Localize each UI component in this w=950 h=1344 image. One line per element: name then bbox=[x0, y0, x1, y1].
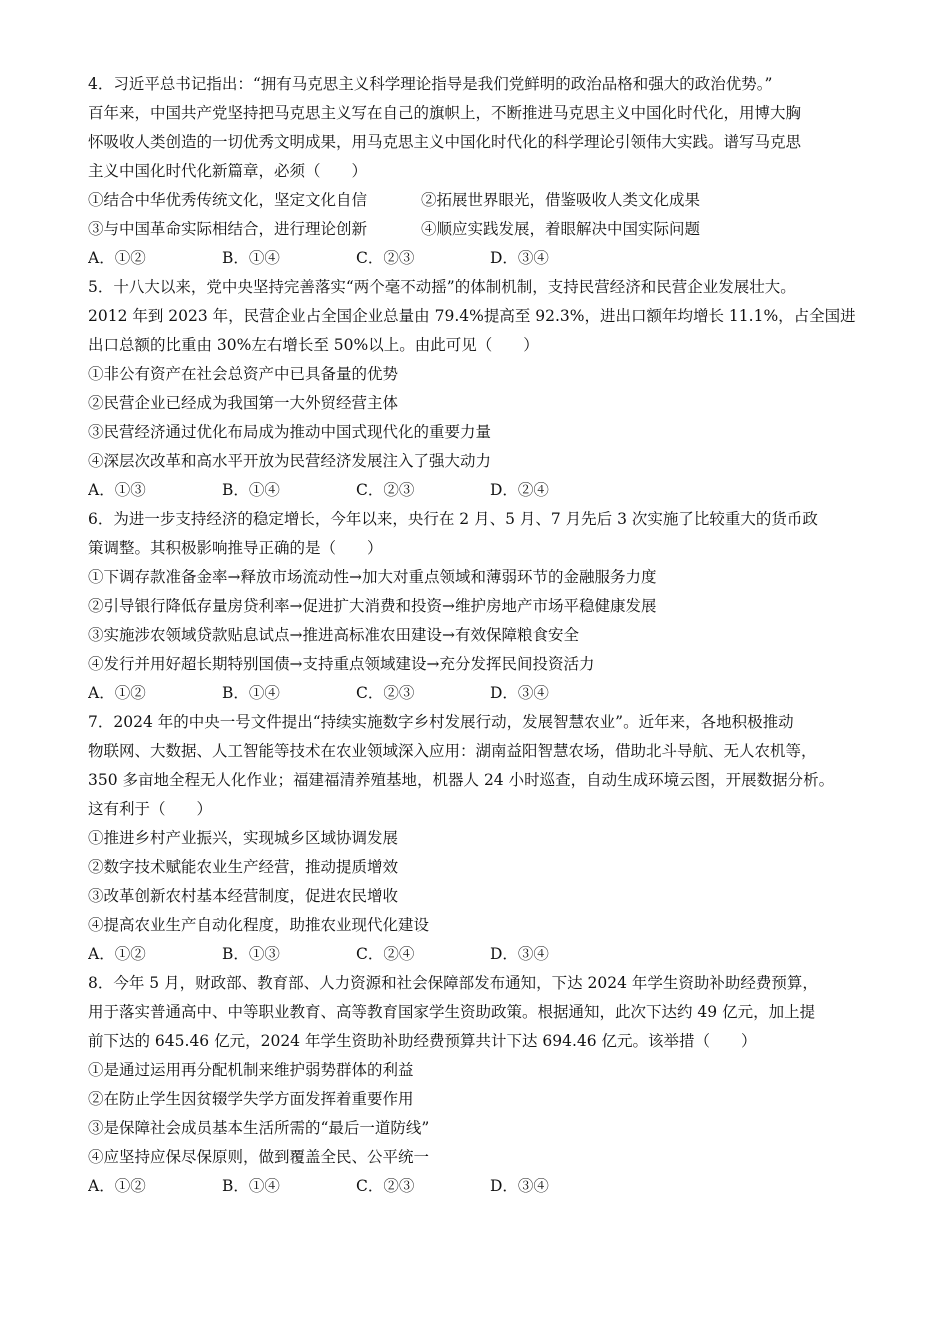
option-row bbox=[88, 1056, 888, 1085]
question-stem-line: 4．习近平总书记指出：“拥有马克思主义科学理论指导是我们党鲜明的政治品格和强大的政治优势。” bbox=[88, 75, 773, 93]
answer-choices bbox=[88, 940, 888, 969]
answer-choice[interactable]: A．①③ bbox=[88, 481, 146, 499]
answer-choices bbox=[88, 1172, 888, 1201]
option-row bbox=[88, 853, 888, 882]
answer-choice[interactable]: D．②④ bbox=[490, 481, 549, 499]
option-statement: ①是通过运用再分配机制来维护弱势群体的利益 bbox=[88, 1061, 414, 1079]
option-statement: ③改革创新农村基本经营制度，促进农民增收 bbox=[88, 887, 399, 905]
question-stem-line: 8．今年 5 月，财政部、教育部、人力资源和社会保障部发布通知，下达 2024 年学生资助补助经费预算， bbox=[88, 974, 818, 992]
answer-choice[interactable]: D．③④ bbox=[490, 249, 549, 267]
option-statement: ②数字技术赋能农业生产经营，推动提质增效 bbox=[88, 858, 399, 876]
option-statement: ④顺应实践发展，着眼解决中国实际问题 bbox=[421, 220, 701, 238]
answer-choices bbox=[88, 476, 888, 505]
option-statement: ④应坚持应保尽保原则，做到覆盖全民、公平统一 bbox=[88, 1148, 430, 1166]
answer-choice[interactable]: C．②③ bbox=[356, 1177, 415, 1195]
question-stem-line: 用于落实普通高中、中等职业教育、高等教育国家学生资助政策。根据通知，此次下达约 49 亿元，加上提 bbox=[88, 1003, 816, 1021]
question-stem-line: 物联网、大数据、人工智能等技术在农业领域深入应用：湖南益阳智慧农场，借助北斗导航、无人农机等， bbox=[88, 742, 817, 760]
question-stem-line: 5．十八大以来，党中央坚持完善落实“两个毫不动摇”的体制机制，支持民营经济和民营企业发展壮大。 bbox=[88, 278, 796, 296]
option-row bbox=[88, 911, 888, 940]
exam-page bbox=[88, 70, 888, 1201]
option-row bbox=[88, 824, 888, 853]
option-row bbox=[88, 1114, 888, 1143]
option-row bbox=[88, 1143, 888, 1172]
answer-choice[interactable]: B．①④ bbox=[222, 249, 280, 267]
question-stem-line: 7．2024 年的中央一号文件提出“持续实施数字乡村发展行动，发展智慧农业”。近年来，各地积极推动 bbox=[88, 713, 794, 731]
option-statement: ③是保障社会成员基本生活所需的“最后一道防线” bbox=[88, 1119, 430, 1137]
question-block bbox=[88, 505, 888, 708]
question-stem-line: 350 多亩地全程无人化作业；福建福清养殖基地，机器人 24 小时巡查，自动生成环境云图，开展数据分析。 bbox=[88, 771, 835, 789]
option-statement: ①下调存款准备金率→释放市场流动性→加大对重点领域和薄弱环节的金融服务力度 bbox=[88, 568, 657, 586]
option-statement: ③实施涉农领域贷款贴息试点→推进高标准农田建设→有效保障粮食安全 bbox=[88, 626, 579, 644]
answer-choice[interactable]: B．①④ bbox=[222, 481, 280, 499]
question-stem-line: 这有利于（ ） bbox=[88, 800, 213, 818]
question-block bbox=[88, 273, 888, 505]
question-stem-line: 出口总额的比重由 30%左右增长至 50%以上。由此可见（ ） bbox=[88, 336, 539, 354]
option-row bbox=[88, 1085, 888, 1114]
option-statement: ③与中国革命实际相结合，进行理论创新 bbox=[88, 220, 368, 238]
option-row bbox=[88, 592, 888, 621]
option-statement: ②引导银行降低存量房贷利率→促进扩大消费和投资→维护房地产市场平稳健康发展 bbox=[88, 597, 657, 615]
option-row bbox=[88, 389, 888, 418]
question-block bbox=[88, 969, 888, 1201]
option-row bbox=[88, 186, 888, 215]
option-statement: ③民营经济通过优化布局成为推动中国式现代化的重要力量 bbox=[88, 423, 492, 441]
option-row bbox=[88, 882, 888, 911]
question-stem-line: 主义中国化时代化新篇章，必须（ ） bbox=[88, 162, 368, 180]
option-statement: ④提高农业生产自动化程度，助推农业现代化建设 bbox=[88, 916, 430, 934]
answer-choice[interactable]: A．①② bbox=[88, 249, 146, 267]
answer-choice[interactable]: A．①② bbox=[88, 945, 146, 963]
question-stem-line: 前下达的 645.46 亿元，2024 年学生资助补助经费预算共计下达 694.46 亿元。该举措（ ） bbox=[88, 1032, 757, 1050]
option-statement: ④发行并用好超长期特别国债→支持重点领域建设→充分发挥民间投资活力 bbox=[88, 655, 595, 673]
option-row bbox=[88, 650, 888, 679]
answer-choice[interactable]: B．①④ bbox=[222, 1177, 280, 1195]
option-statement: ②拓展世界眼光，借鉴吸收人类文化成果 bbox=[421, 191, 701, 209]
option-row bbox=[88, 563, 888, 592]
answer-choice[interactable]: C．②③ bbox=[356, 249, 415, 267]
question-stem-line: 策调整。其积极影响推导正确的是（ ） bbox=[88, 539, 383, 557]
option-statement: ②在防止学生因贫辍学失学方面发挥着重要作用 bbox=[88, 1090, 414, 1108]
question-stem-line: 百年来，中国共产党坚持把马克思主义写在自己的旗帜上，不断推进马克思主义中国化时代化，用博大胸 bbox=[88, 104, 802, 122]
option-statement: ②民营企业已经成为我国第一大外贸经营主体 bbox=[88, 394, 399, 412]
question-stem-line: 6．为进一步支持经济的稳定增长，今年以来，央行在 2 月、5 月、7 月先后 3 次实施了比较重大的货币政 bbox=[88, 510, 818, 528]
answer-choices bbox=[88, 244, 888, 273]
answer-choice[interactable]: B．①③ bbox=[222, 945, 280, 963]
option-statement: ④深层次改革和高水平开放为民营经济发展注入了强大动力 bbox=[88, 452, 492, 470]
answer-choice[interactable]: D．③④ bbox=[490, 684, 549, 702]
option-statement: ①非公有资产在社会总资产中已具备量的优势 bbox=[88, 365, 399, 383]
option-statement: ①结合中华优秀传统文化，坚定文化自信 bbox=[88, 191, 368, 209]
answer-choice[interactable]: B．①④ bbox=[222, 684, 280, 702]
option-row bbox=[88, 215, 888, 244]
answer-choice[interactable]: D．③④ bbox=[490, 1177, 549, 1195]
answer-choice[interactable]: D．③④ bbox=[490, 945, 549, 963]
answer-choice[interactable]: C．②③ bbox=[356, 684, 415, 702]
answer-choice[interactable]: A．①② bbox=[88, 684, 146, 702]
option-statement: ①推进乡村产业振兴，实现城乡区域协调发展 bbox=[88, 829, 399, 847]
answer-choice[interactable]: C．②③ bbox=[356, 481, 415, 499]
option-row bbox=[88, 447, 888, 476]
question-block bbox=[88, 708, 888, 969]
question-block bbox=[88, 70, 888, 273]
option-row bbox=[88, 360, 888, 389]
question-stem-line: 2012 年到 2023 年，民营企业占全国企业总量由 79.4%提高至 92.3%，进出口额年均增长 11.1%，占全国进 bbox=[88, 307, 856, 325]
answer-choices bbox=[88, 679, 888, 708]
option-row bbox=[88, 621, 888, 650]
option-row bbox=[88, 418, 888, 447]
question-stem-line: 怀吸收人类创造的一切优秀文明成果，用马克思主义中国化时代化的科学理论引领伟大实践。谱写马克思 bbox=[88, 133, 802, 151]
answer-choice[interactable]: A．①② bbox=[88, 1177, 146, 1195]
answer-choice[interactable]: C．②④ bbox=[356, 945, 415, 963]
